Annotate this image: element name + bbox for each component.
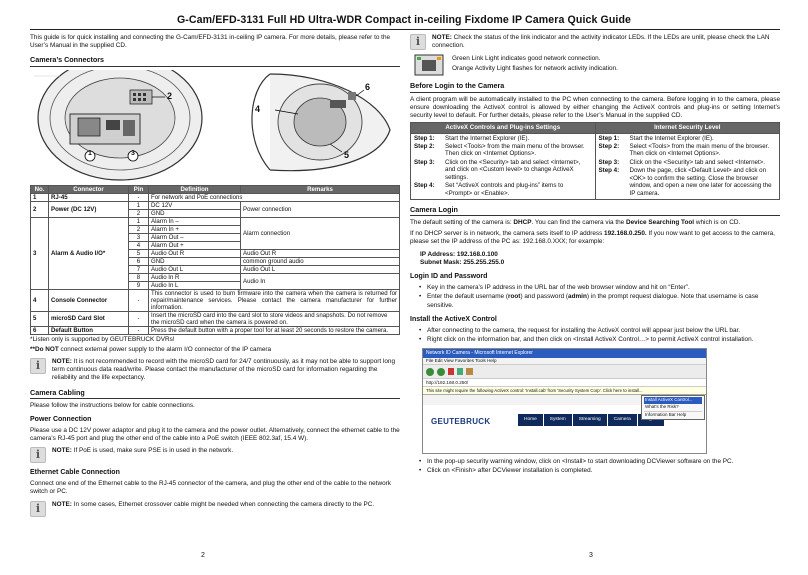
connector-table (30, 185, 400, 335)
note-label: NOTE: (52, 447, 72, 455)
th-definition: Definition (149, 185, 241, 193)
t: The default setting of the camera is: (410, 219, 514, 227)
note-label: NOTE: (52, 357, 72, 365)
stop-icon[interactable] (448, 368, 454, 375)
page-number-right: 3 (589, 552, 593, 559)
table-row (31, 217, 400, 225)
nav-system[interactable]: System (544, 414, 573, 426)
t-bold: 192.168.0.250. (604, 229, 647, 237)
cell: - (129, 326, 149, 334)
brand-logo: GEUTEBRUCK (431, 417, 491, 427)
before-login-heading: Before Login to the Camera (410, 81, 780, 92)
footnote-power (30, 346, 400, 354)
step (414, 135, 592, 142)
browser-titlebar: Network ID Camera - Microsoft Internet Explorer (423, 349, 706, 358)
table-row (31, 201, 400, 209)
cell: 6 (31, 326, 49, 334)
security-steps (595, 133, 780, 200)
step-label: Step 2: (598, 143, 620, 151)
install-list-2 (419, 458, 780, 475)
menu-install-activex[interactable]: Install ActiveX Control... (644, 397, 702, 404)
info-icon: i (30, 501, 46, 517)
browser-menu: File Edit View Favorites Tools Help (423, 358, 706, 365)
cell: GND (149, 257, 241, 265)
login-list (419, 284, 780, 310)
cell: 1 (129, 201, 149, 209)
note-label: NOTE: (432, 34, 452, 41)
th-connector: Connector (49, 185, 129, 193)
step (414, 182, 592, 197)
led-legend (414, 54, 780, 76)
cell: Alarm Out – (149, 233, 241, 241)
ip-example: IP Address: 192.168.0.100 (420, 250, 498, 258)
login-password-heading: Login ID and Password (410, 273, 488, 281)
browser-toolbar (423, 365, 706, 379)
t: . You can find the camera via the (531, 219, 626, 227)
right-page (410, 34, 780, 476)
table-row (31, 311, 400, 326)
step-text: Select <Tools> from the main menu of the browser. Then click on <Internet Options>. (445, 143, 585, 158)
step (599, 135, 777, 142)
power-text: Please use a DC 12V power adaptor and plug it to the camera and the power outlet. Alternatively, connect the ethernet cable to the camera’s RJ-45 port and plug the other end of the cable into a PoE switch (IEEE 802.3af, 15.4 W). (30, 426, 400, 443)
label-5: 5 (344, 149, 350, 160)
ethernet-heading: Ethernet Cable Connection (30, 469, 120, 477)
step-label: Step 4: (414, 182, 435, 190)
cell: 2 (129, 209, 149, 217)
t-bold: DHCP (513, 219, 532, 227)
login-default-text (410, 219, 780, 227)
step (599, 159, 777, 166)
t-bold: admin (568, 293, 587, 301)
page-title: G-Cam/EFD-3131 Full HD Ultra-WDR Compact in-ceiling Fixdome IP Camera Quick Guide (176, 14, 632, 26)
cell: Console Connector (49, 289, 129, 311)
label-4: 4 (255, 103, 261, 114)
table-header (411, 123, 780, 133)
note-text: In some cases, Ethernet crossover cable might be needed when connecting the camera directly to the PC. (71, 500, 375, 508)
th-activex: ActiveX Controls and Plug-ins Settings (411, 123, 596, 133)
footnote-power-bold: **Do NOT (30, 345, 59, 353)
th-remarks: Remarks (241, 185, 400, 193)
step-label: Step 3: (414, 158, 435, 166)
before-login-text: A client program will be automatically installed to the PC when connecting to the camera. Before logging in to the camera, please ensure downloading the ActiveX control is allowed by either changing the ActiveX controls and plug-ins or setting Internet’s security level to default. For further details, please refer to the User’s Manual in the supplied CD. (410, 95, 780, 119)
cell: Power connection (241, 201, 400, 217)
step-label: Step 1: (414, 134, 435, 142)
cell: Audio In R (149, 273, 241, 281)
th-no: No. (31, 185, 49, 193)
cell: 5 (129, 249, 149, 257)
info-icon: i (30, 358, 46, 374)
t: ) and password ( (520, 293, 569, 301)
note-text: Check the status of the link indicator and the activity indicator LEDs. If the LEDs are unlit, please check the LAN connection. (432, 34, 770, 50)
cell: RJ-45 (49, 193, 129, 201)
cell: 7 (129, 265, 149, 273)
page-number-left: 2 (201, 552, 205, 559)
step-text: Start the Internet Explorer (IE). (629, 134, 714, 142)
intro-text: This guide is for quick installing and connecting the G-Cam/EFD-3131 in-ceiling IP camera. For more details, please refer to the User’s Manual in the supplied CD. (30, 34, 391, 50)
table-row (31, 289, 400, 311)
cell: common ground audio (241, 257, 400, 265)
cell: 8 (129, 273, 149, 281)
refresh-icon[interactable] (457, 368, 463, 375)
cell: Power (DC 12V) (49, 201, 129, 217)
cell: 1 (129, 217, 149, 225)
table-header (31, 185, 400, 193)
step (599, 143, 777, 158)
list-item: • In the pop-up security warning window, click on <Install> to start downloading DCViewer software on the PC. (419, 458, 780, 466)
cell: Alarm In – (149, 217, 241, 225)
t-bold: Device Searching Tool (626, 219, 695, 227)
list-item: • Key in the camera’s IP address in the URL bar of the web browser window and hit on “Enter”. (419, 284, 780, 292)
cell: 3 (31, 217, 49, 289)
t: If no DHCP server is in network, the camera sets itself to IP address (410, 229, 605, 237)
ethernet-text: Connect one end of the Ethernet cable to the RJ-45 connector of the camera, and plug the other end of the cable to the network switch or PC. (30, 480, 391, 496)
t-bold: root (508, 293, 521, 301)
cell: GND (149, 209, 241, 217)
left-page (30, 34, 400, 521)
step-text: Down the page, click <Default Level> and click on <OK> to confirm the setting. Close the browser window, and open a new one later for accessing the IP camera. (629, 167, 772, 197)
led-green-text: Green Link Light indicates good network connection. (452, 55, 601, 63)
t: ) in the prompt request dialogue. Note that username is case sensitive. (427, 293, 759, 309)
install-list (419, 327, 780, 344)
cell: Press the default button with a proper tool for at least 20 seconds to restore the camera. (149, 326, 400, 334)
step-label: Step 1: (598, 134, 620, 142)
cell: Alarm & Audio I/O* (49, 217, 129, 289)
label-3: 3 (131, 149, 135, 157)
cell: 4 (31, 289, 49, 311)
table-row (31, 193, 400, 201)
cell: 2 (31, 201, 49, 217)
label-6: 6 (365, 81, 371, 92)
step-text: Select <Tools> from the main menu of the browser. Then click on <Internet Options>. (629, 143, 770, 158)
login-dhcp-text (410, 230, 780, 246)
step-text: Click on the <Security> tab and select <Internet>, and click on <Custom level> to change ActiveX settings. (445, 158, 581, 181)
step (414, 143, 592, 158)
browser-screenshot (422, 348, 707, 454)
url-bar[interactable]: http://192.168.0.250/ (423, 379, 706, 387)
back-icon[interactable] (426, 368, 434, 376)
footnote-listen: *Listen only is supported by GEUTEBRUCK DVRs! (30, 335, 175, 343)
footnote-power-text: connect external power supply to the alarm I/O connector of the IP camera (58, 345, 272, 353)
camera-connector-diagram (30, 70, 400, 182)
cell: microSD Card Slot (49, 311, 129, 326)
menu-info-bar-help[interactable]: Information Bar Help (644, 411, 702, 419)
title-rule (30, 29, 780, 30)
power-heading: Power Connection (30, 415, 92, 423)
cell: 5 (31, 311, 49, 326)
cell: 9 (129, 281, 149, 289)
connectors-heading: Camera’s Connectors (30, 55, 400, 66)
list-item: • Right click on the information bar, and then click on <Install ActiveX Control…> to permit ActiveX control installation. (419, 336, 780, 344)
step-label: Step 3: (598, 158, 620, 166)
cell: Audio In (241, 273, 400, 289)
nav-home[interactable]: Home (518, 414, 544, 426)
step-text: Set “ActiveX controls and plug-ins” items to <Prompt> or <Enable>. (445, 182, 564, 197)
info-icon: i (30, 447, 46, 463)
cell: 1 (31, 193, 49, 201)
note-poe (30, 447, 400, 463)
step-text: Click on the <Security> tab and select <Internet>. (629, 158, 766, 166)
note-crossover (30, 501, 400, 517)
cell: 2 (129, 225, 149, 233)
rj45-port-icon (414, 54, 444, 76)
cell: 4 (129, 241, 149, 249)
activex-table (410, 122, 780, 200)
forward-icon[interactable] (437, 368, 445, 376)
cell: DC 12V (149, 201, 241, 209)
led-orange-text: Orange Activity Light flashes for network activity indication. (452, 65, 618, 73)
cell: Audio Out R (241, 249, 400, 257)
note-led (410, 34, 780, 50)
note-microsd (30, 358, 400, 383)
camera-login-heading: Camera Login (410, 205, 780, 216)
list-item: • After connecting to the camera, the request for installing the ActiveX control will appear just below the URL bar. (419, 327, 780, 335)
step (599, 167, 777, 197)
activex-steps (411, 133, 596, 200)
cell: - (129, 311, 149, 326)
table-row (411, 133, 780, 200)
cell: 6 (129, 257, 149, 265)
cell: Alarm connection (241, 217, 400, 249)
info-bar[interactable]: This site might require the following ActiveX control: 'Install.cab' from 'Security System Corp'. Click here to install... (423, 387, 706, 395)
label-2: 2 (167, 90, 173, 101)
cell: - (129, 193, 149, 201)
cabling-heading: Camera Cabling (30, 388, 400, 399)
step-label: Step 4: (598, 167, 620, 175)
cell: Default Button (49, 326, 129, 334)
cell: 3 (129, 233, 149, 241)
camera-illustration (30, 70, 400, 182)
cell: Insert the microSD card into the card slot to store videos and snapshots. Do not remove the microSD card when the camera is powered on. (149, 311, 400, 326)
table-row (31, 326, 400, 334)
cell: Audio Out L (241, 265, 400, 273)
note-text: If PoE is used, make sure PSE is in used in the network. (71, 447, 234, 455)
step (414, 159, 592, 181)
list-item (419, 293, 780, 309)
step-label: Step 2: (414, 143, 435, 151)
cell: Alarm In + (149, 225, 241, 233)
list-item: • Click on <Finish> after DCViewer installation is completed. (419, 467, 780, 475)
note-text: It is not recommended to record with the microSD card for 24/7 continuously, as it may not be able to support long term continuous data read/write. Please contact the manufacturer of the microSD card for information regarding the reliability and the life expectancy. (52, 357, 396, 382)
cabling-intro: Please follow the instructions below for cable connections. (30, 401, 195, 409)
step-text: Start the Internet Explorer (IE). (445, 134, 530, 142)
label-1: 1 (88, 149, 92, 157)
cell: For network and PoE connections (149, 193, 400, 201)
menu-whats-risk[interactable]: What's the Risk? (645, 403, 679, 409)
install-activex-heading: Install the ActiveX Control (410, 315, 497, 323)
nav-camera[interactable]: Camera (608, 414, 638, 426)
nav-streaming[interactable]: Streaming (573, 414, 608, 426)
cell: - (129, 289, 149, 311)
cell: Audio Out R (149, 249, 241, 257)
cell: Audio In L (149, 281, 241, 289)
th-pin: Pin (129, 185, 149, 193)
t: Enter the default username ( (427, 293, 508, 301)
mask-example: Subnet Mask: 255.255.255.0 (420, 259, 505, 267)
context-menu (641, 395, 705, 420)
cell: Alarm Out + (149, 241, 241, 249)
home-icon[interactable] (466, 368, 473, 375)
info-icon: i (410, 34, 426, 50)
t: which is on CD. (694, 219, 741, 227)
cell: This connector is used to burn firmware into the camera when the camera is returned for repair/maintenance services. Please contact the camera manufacturer for further information. (149, 289, 400, 311)
cell: Audio Out L (149, 265, 241, 273)
t: If you now want to get access to the camera, please set the IP address of the PC as: 192.168.0.XXX; for example: (410, 229, 775, 245)
th-security: Internet Security Level (595, 123, 780, 133)
note-label: NOTE: (52, 500, 72, 508)
